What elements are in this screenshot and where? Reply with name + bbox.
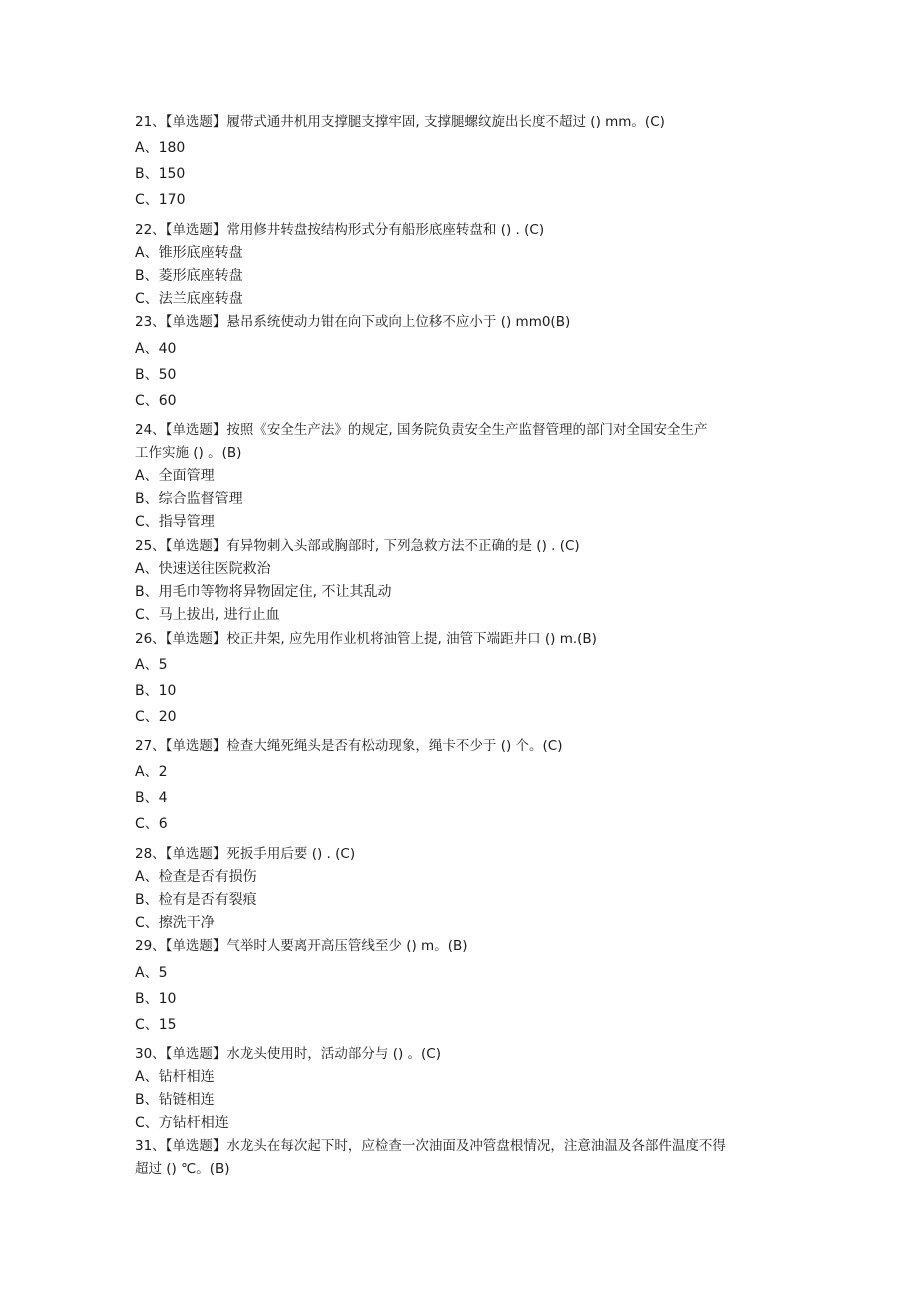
option-30-a: A、钻杆相连 [135,1069,215,1085]
option-24-c: C、指导管理 [135,514,215,530]
question-21: 21、【单选题】履带式通井机用支撑腿支撑牢固, 支撑腿螺纹旋出长度不超过 () mm。(C) [135,114,665,130]
option-23-b: B、50 [135,367,177,383]
option-25-a: A、快速送往医院救治 [135,561,271,577]
option-23-c: C、60 [135,393,177,409]
option-30-b: B、钻链相连 [135,1092,215,1108]
option-24-a: A、全面管理 [135,468,215,484]
option-27-b: B、4 [135,790,168,806]
option-24-b: B、综合监督管理 [135,491,243,507]
option-29-c: C、15 [135,1017,177,1033]
option-22-c: C、法兰底座转盘 [135,291,243,307]
option-26-a: A、5 [135,657,168,673]
question-23: 23、【单选题】悬吊系统使动力钳在向下或向上位移不应小于 () mm0(B) [135,314,571,330]
question-26: 26、【单选题】校正井架, 应先用作业机将油管上提, 油管下端距井口 () m.(B) [135,631,597,647]
option-27-c: C、6 [135,816,168,832]
option-30-c: C、方钻杆相连 [135,1115,229,1131]
question-24-line-1: 24、【单选题】按照《安全生产法》的规定, 国务院负责安全生产监督管理的部门对全国安全生产 [135,422,708,438]
option-25-c: C、马上拔出, 进行止血 [135,607,280,623]
question-27: 27、【单选题】检查大绳死绳头是否有松动现象，绳卡不少于 () 个。(C) [135,738,563,754]
option-29-a: A、5 [135,965,168,981]
option-27-a: A、2 [135,764,168,780]
question-22: 22、【单选题】常用修井转盘按结构形式分有船形底座转盘和 () . (C) [135,222,545,238]
option-21-c: C、170 [135,192,186,208]
question-28: 28、【单选题】死扳手用后要 () . (C) [135,846,356,862]
option-21-a: A、180 [135,140,186,156]
question-29: 29、【单选题】气举时人要离开高压管线至少 () m。(B) [135,938,468,954]
option-23-a: A、40 [135,341,177,357]
option-26-c: C、20 [135,709,177,725]
option-22-a: A、锥形底座转盘 [135,245,243,261]
question-25: 25、【单选题】有异物刺入头部或胸部时, 下列急救方法不正确的是 () . (C) [135,538,580,554]
question-24-line-2: 工作实施 () 。(B) [135,445,242,461]
option-29-b: B、10 [135,991,177,1007]
option-25-b: B、用毛巾等物将异物固定住, 不让其乱动 [135,584,392,600]
option-26-b: B、10 [135,683,177,699]
question-31-line-2: 超过 () ℃。(B) [135,1161,230,1177]
question-31-line-1: 31、【单选题】水龙头在每次起下时，应检查一次油面及冲管盘根情况，注意油温及各部件温度不得 [135,1138,726,1154]
question-30: 30、【单选题】水龙头使用时，活动部分与 () 。(C) [135,1046,442,1062]
option-28-c: C、擦洗干净 [135,915,215,931]
option-28-a: A、检查是否有损伤 [135,869,257,885]
option-28-b: B、检有是否有裂痕 [135,892,257,908]
option-22-b: B、菱形底座转盘 [135,268,243,284]
option-21-b: B、150 [135,166,186,182]
